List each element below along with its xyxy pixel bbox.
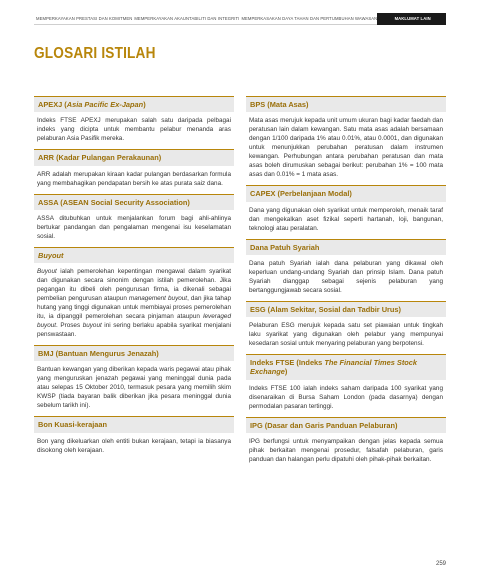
term-heading-ipg: IPG (Dasar dan Garis Panduan Pelaburan) [246, 417, 446, 433]
term-heading-bmj: BMJ (Bantuan Mengurus Jenazah) [34, 345, 234, 361]
term-definition-bon: Bon yang dikeluarkan oleh entiti bukan kerajaan, tetapi ia biasanya disokong oleh kerajaan. [37, 437, 231, 454]
term-heading-arr: ARR (Kadar Pulangan Perakaunan) [34, 149, 234, 165]
term-heading-capex: CAPEX (Perbelanjaan Modal) [246, 185, 446, 201]
term-definition-esg: Pelaburan ESG merujuk kepada satu set piawaian untuk tingkah laku syarikat yang digunakan oleh pelabur yang mempunyai kesedaran sosial untuk menyaring pelaburan yang berpotensi. [249, 322, 443, 347]
term-definition-dana-patuh-syariah: Dana patuh Syariah ialah dana pelaburan yang dikawal oleh keperluan undang-undang Syariah dan prinsip Islam. Dana patuh Syariah dianggap sebagai sejenis pelaburan yang bertanggungjawab secara sosial. [249, 259, 443, 294]
term-heading-bon: Bon Kuasi-kerajaan [34, 416, 234, 432]
page-number: 259 [435, 561, 446, 567]
glossary-column-right [246, 96, 446, 470]
term-definition-ftse: Indeks FTSE 100 ialah indeks saham daripada 100 syarikat yang disenaraikan di Bursa Saham London (pada dasarnya) dengan permodalan pasaran tertinggi. [249, 384, 443, 410]
nav-tab-akauntabiliti[interactable]: MEMPERKAYAKAN AKAUNTABILITI DAN INTEGRITI [132, 13, 239, 25]
nav-tab-maklumat-lain[interactable]: MAKLUMAT LAIN [377, 13, 446, 25]
term-heading-bps: BPS (Mata Asas) [246, 96, 446, 112]
term-definition-arr: ARR adalah merupakan kiraan kadar pulangan berdasarkan formula yang membahagikan pendapatan bersih ke atas purata saiz dana. [37, 170, 231, 187]
term-heading-dana-patuh-syariah: Dana Patuh Syariah [246, 239, 446, 255]
term-definition-assa: ASSA ditubuhkan untuk menjalankan forum bagi ahli-ahlinya bertukar pandangan dan pengalaman mengenai isu keselamatan sosial. [37, 214, 231, 240]
term-heading-assa: ASSA (ASEAN Social Security Association) [34, 194, 234, 210]
term-heading-apexj: APEXJ (Asia Pacific Ex-Japan) [34, 96, 234, 112]
term-definition-bps: Mata asas merujuk kepada unit umum ukuran bagi kadar faedah dan peratusan lain dalam kewangan. Satu mata asas adalah bersamaan dengan 1/100 daripada 1% atau 0.01%, atau 0.0001, dan digunakan untuk menunjukkan perubahan peratusan dalam instrumen kewangan. Perhubungan antara perubahan peratusan dan mata asas boleh dirumuskan sebagai berikut: perubahan 1% = 100 mata asas dan 0.01% = 1 mata asas. [249, 117, 443, 179]
term-definition-ipg: IPG berfungsi untuk menyampaikan dengan jelas kepada semua pihak berkaitan mengenai prosedur, falsafah pelaburan, garis panduan dan halangan perlu dipatuhi oleh pihak-pihak berkaitan. [249, 437, 443, 463]
term-heading-buyout: Buyout [34, 247, 234, 263]
term-definition-capex: Dana yang digunakan oleh syarikat untuk memperoleh, menaik taraf dan mengekalkan aset fizikal seperti hartanah, loji, bangunan, teknologi atau peralatan. [249, 206, 443, 232]
term-heading-ftse: Indeks FTSE (Indeks The Financial Times Stock Exchange) [246, 354, 446, 380]
term-definition-bmj: Bantuan kewangan yang diberikan kepada waris pegawai atau pihak yang menguruskan jenazah pegawai yang meninggal dunia pada atau selepas 15 Oktober 2010, termasuk pesara yang memilih skim KWSP (tiada bayaran balik diberikan jika pesara meninggal dunia sebelum tarikh ini). [37, 366, 231, 410]
nav-tab-prestasi[interactable]: MEMPERKAYAKAN PRESTASI DAN KOMITMEN [34, 13, 132, 25]
glossary-column-left [34, 96, 234, 461]
term-definition-apexj: Indeks FTSE APEXJ merupakan salah satu daripada pelbagai indeks yang dicipta untuk membantu pelabur menanda aras pelaburan Asia Pasifik mereka. [37, 117, 231, 143]
nav-tab-daya-tahan[interactable]: MEMPERKASAKAN DAYA TAHAN DAN PERTUMBUHAN WAWASAN [239, 13, 377, 25]
term-definition-buyout: Buyout ialah pemerolehan kepentingan mengawal dalam syarikat dan digunakan secara sinonim dengan istilah pemerolehan. Jika pegangan itu dibeli oleh pengurusan firma, ia dikenali sebagai pembelian pengurusan ataupun management buyout, dan jika tahap hutang yang tinggi digunakan untuk membiayai proses pemerolehan itu, ia dipanggil pemerolehan secara pinjaman ataupun leveraged buyout. Proses buyout ini sering berlaku apabila syarikat menjalani penswastaan. [37, 268, 232, 338]
page-title: GLOSARI ISTILAH [34, 45, 156, 62]
term-heading-esg: ESG (Alam Sekitar, Sosial dan Tadbir Urus) [246, 301, 446, 317]
top-navigation [34, 13, 446, 25]
